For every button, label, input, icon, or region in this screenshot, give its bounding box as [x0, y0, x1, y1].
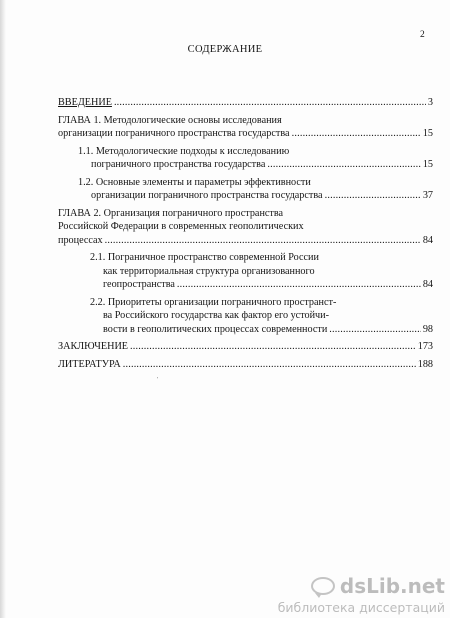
toc-entry-title-cont: пограничного пространства государства: [91, 159, 266, 170]
toc-entry-title: ВВЕДЕНИЕ: [58, 97, 112, 108]
toc-entry-title-cont: геопространства: [103, 279, 175, 290]
toc-entry-title-cont: организации пограничного пространства государства: [91, 190, 323, 201]
toc-leader-dots: [114, 96, 426, 110]
toc-entry-title-cont: ва Российского государства как фактор его устойчи-: [103, 310, 330, 321]
toc-leader-dots: [325, 189, 421, 203]
toc-entry-conclusion[interactable]: [58, 340, 433, 354]
toc-leader-dots: [123, 358, 416, 372]
toc-entry-section-1-2[interactable]: [58, 176, 433, 203]
toc-entry-title-cont: Российской Федерации в современных геополитических: [58, 221, 304, 232]
toc-entry-chapter-1[interactable]: [58, 114, 433, 141]
toc-heading: СОДЕРЖАНИЕ: [187, 44, 263, 55]
toc-entry-title-cont: как территориальная структура организованного: [103, 265, 315, 277]
toc-entry-title: 2.1. Пограничное пространство современной России: [90, 252, 319, 263]
speech-bubble-icon: [311, 577, 335, 595]
toc-leader-dots: [177, 278, 421, 292]
toc-page-number: 188: [417, 358, 433, 370]
toc-leader-dots: [292, 127, 421, 141]
toc-leader-dots: [130, 340, 416, 354]
toc-leader-dots: [267, 158, 420, 172]
toc-page-number: 15: [422, 159, 433, 170]
scan-speck: ': [157, 377, 159, 383]
toc-entry-title: 1.1. Методологические подходы к исследованию: [78, 145, 290, 157]
toc-page-number: 173: [417, 341, 433, 352]
toc-entry-title: ЗАКЛЮЧЕНИЕ: [58, 341, 129, 352]
table-of-contents: [58, 96, 433, 375]
toc-entry-title-cont: процессах: [58, 234, 103, 246]
toc-entry-section-2-2[interactable]: [58, 296, 433, 337]
toc-page-number: 98: [422, 323, 433, 335]
toc-page-number: 15: [422, 128, 433, 139]
toc-entry-title: ЛИТЕРАТУРА: [58, 358, 121, 370]
toc-entry-title-cont: организации пограничного пространства государства: [58, 128, 290, 139]
toc-leader-dots: [105, 234, 421, 248]
toc-entry-section-2-1[interactable]: [58, 251, 433, 292]
toc-entry-introduction[interactable]: [58, 96, 433, 110]
toc-page-number: 84: [422, 234, 433, 246]
watermark: [270, 574, 445, 615]
toc-leader-dots: [329, 323, 421, 337]
watermark-logo: [270, 574, 445, 598]
watermark-logo-text: dsLib.net: [339, 574, 445, 598]
toc-entry-section-1-1[interactable]: [58, 145, 433, 172]
toc-entry-title: ГЛАВА 2. Организация пограничного пространства: [58, 207, 284, 219]
toc-page-number: 37: [422, 190, 433, 201]
toc-page-number: 3: [427, 97, 433, 108]
page-number: 2: [420, 30, 425, 40]
page-scan-edge: [0, 0, 6, 618]
toc-entry-title: ГЛАВА 1. Методологические основы исследования: [58, 114, 282, 126]
toc-entry-chapter-2[interactable]: [58, 207, 433, 248]
toc-entry-title: 2.2. Приоритеты организации пограничного пространст-: [90, 296, 337, 308]
toc-entry-title: 1.2. Основные элементы и параметры эффективности: [78, 176, 311, 188]
watermark-subtitle: библиотека диссертаций: [277, 600, 445, 615]
toc-entry-title-cont: вости в геополитических процессах современности: [103, 323, 328, 335]
toc-entry-literature[interactable]: [58, 358, 433, 372]
toc-page-number: 84: [422, 279, 433, 290]
